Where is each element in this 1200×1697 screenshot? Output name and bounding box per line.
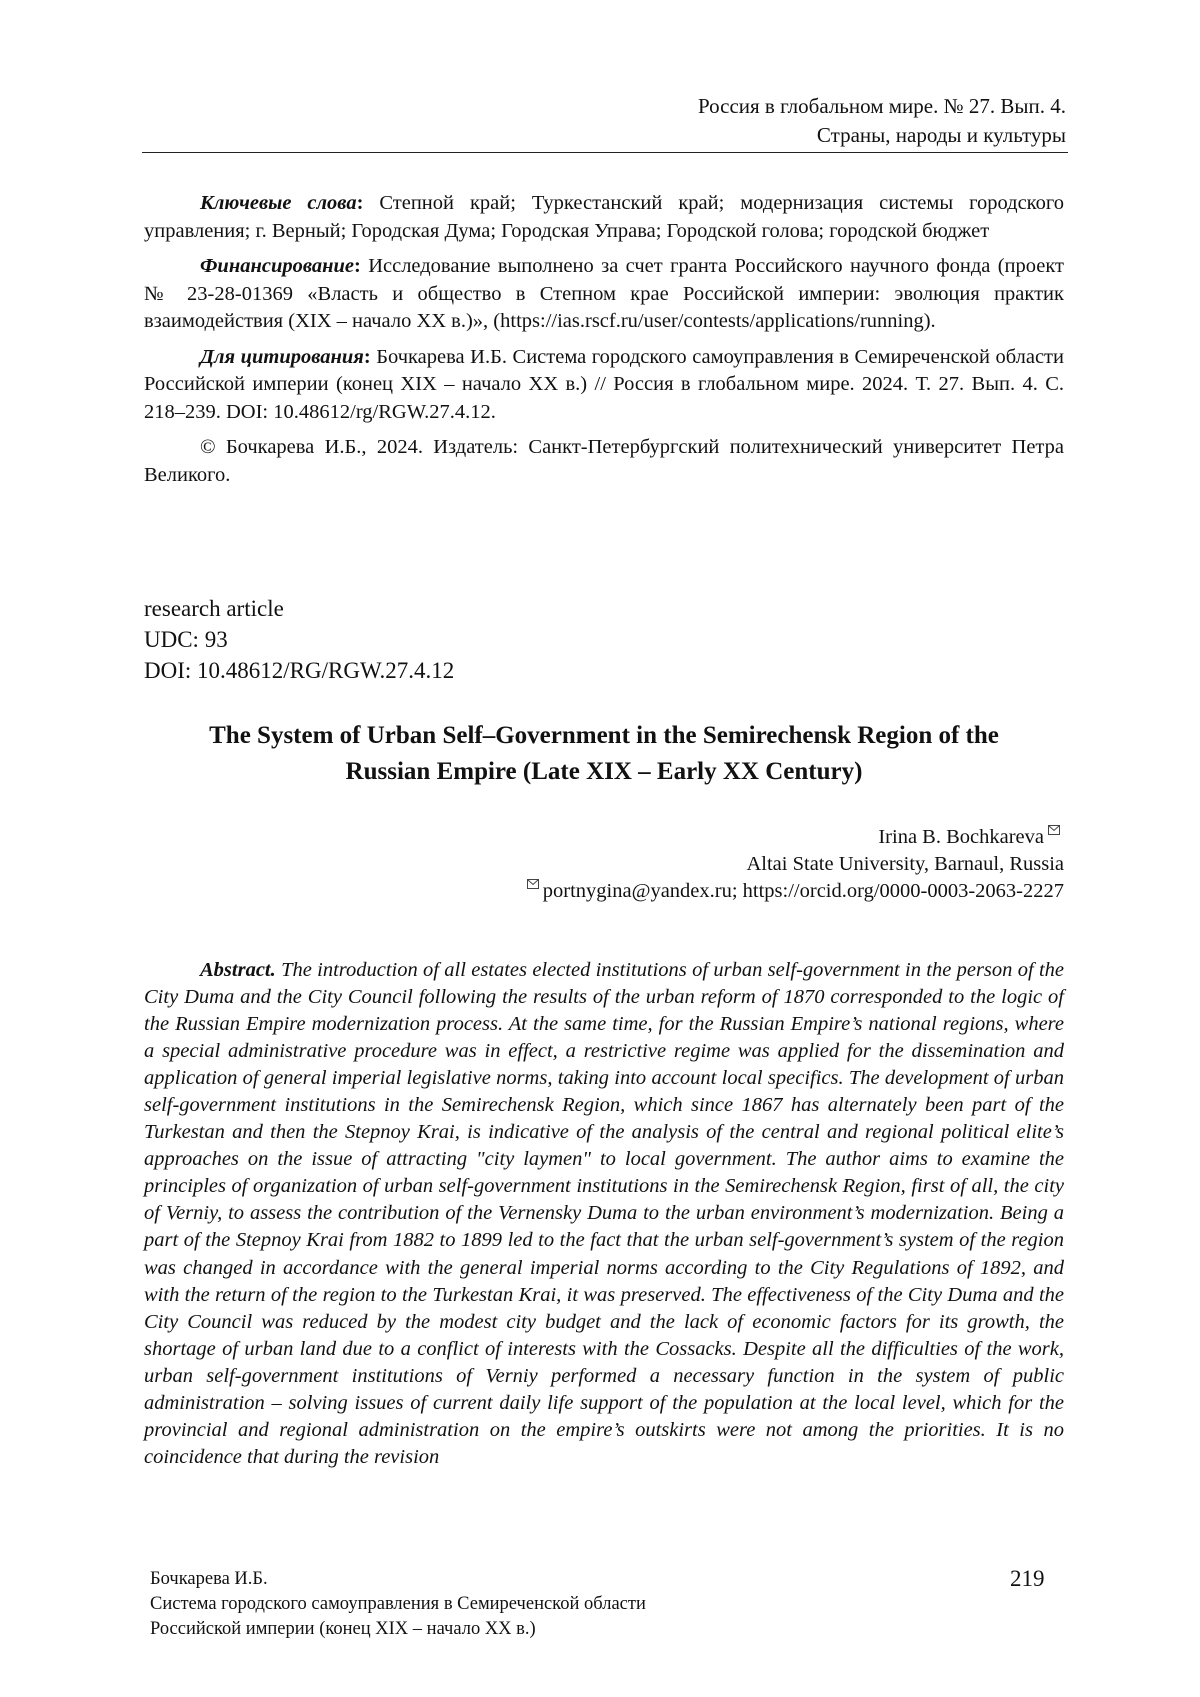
article-metadata bbox=[144, 593, 454, 686]
envelope-icon bbox=[527, 879, 539, 889]
citation-paragraph: Для цитирования: Бочкарева И.Б. Система городского самоуправления в Семиреченской области Российской империи (конец XIX – начало XX в.) // Россия в глобальном мире. 2024. Т. 27. Вып. 4. С. 218–239. DOI: 10.48612/rg/RGW.27.4.12. bbox=[144, 345, 1064, 423]
keywords-paragraph: Ключевые слова: Степной край; Туркестанский край; модернизация системы городского управления; г. Верный; Городская Дума; Городская Управа; Городской голова; городской бюджет bbox=[144, 192, 1064, 242]
funding-text: Исследование выполнено за счет гранта Российского научного фонда (проект № 23-28-01369 «Власть и общество в Степном крае Российской империи: эволюция практик взаимодействия (XIX – начало XX в.)», (https://ias.rscf.ru/user/contests/applications/running). bbox=[144, 255, 1064, 332]
article-type: research article bbox=[144, 596, 284, 621]
funding-paragraph: Финансирование: Исследование выполнено за счет гранта Российского научного фонда (проект № 23-28-01369 «Власть и общество в Степном крае Российской империи: эволюция практик взаимодействия (XIX – начало XX в.)», (https://ias.rscf.ru/user/contests/applications/running). bbox=[144, 255, 1064, 332]
author-line bbox=[144, 824, 1064, 851]
running-header bbox=[142, 92, 1066, 150]
citation-label: Для цитирования bbox=[200, 345, 364, 368]
funding-label: Финансирование bbox=[200, 255, 354, 277]
russian-metadata bbox=[144, 190, 1064, 497]
journal-section: Страны, народы и культуры bbox=[816, 123, 1066, 147]
envelope-icon bbox=[1048, 825, 1060, 835]
footer-title-line-2: Российской империи (конец XIX – начало XX в.) bbox=[150, 1619, 536, 1639]
abstract-paragraph bbox=[144, 957, 1064, 1472]
author-name: Irina B. Bochkareva bbox=[878, 826, 1044, 848]
footer-author: Бочкарева И.Б. bbox=[150, 1569, 268, 1589]
citation-text: Бочкарева И.Б. Система городского самоуправления в Семиреченской области Российской империи (конец XIX – начало XX в.) // Россия в глобальном мире. 2024. Т. 27. Вып. 4. С. 218–239. DOI: 10.48612/rg/RGW.27.4.12. bbox=[144, 345, 1064, 423]
article-udc: UDC: 93 bbox=[144, 627, 228, 652]
article-title bbox=[144, 718, 1064, 790]
keywords-text: Степной край; Туркестанский край; модернизация системы городского управления; г. Верный; Городская Дума; Городская Управа; Городской голова; городской бюджет bbox=[144, 192, 1064, 242]
footer-title-line-1: Система городского самоуправления в Семиреченской области bbox=[150, 1594, 646, 1614]
title-line-2: Russian Empire (Late XIX – Early XX Century) bbox=[345, 758, 863, 785]
author-contact: portnygina@yandex.ru; https://orcid.org/0000-0003-2063-2227 bbox=[542, 880, 1064, 902]
author-block bbox=[144, 824, 1064, 905]
header-divider bbox=[142, 152, 1068, 153]
keywords-label: Ключевые слова bbox=[200, 192, 357, 214]
page-footer bbox=[150, 1567, 646, 1642]
abstract-text: The introduction of all estates elected institutions of urban self-government in the person of the City Duma and the City Council following the results of the urban reform of 1870 corresponded to the logic of the Russian Empire modernization process. At the same time, for the Russian Empire’s national regions, where a special administrative procedure was in effect, a restrictive regime was applied for the dissemination and application of general imperial legislative norms, taking into account local specifics. The development of urban self-government institutions in the Semirechensk Region, which since 1867 has alternately been part of the Turkestan and then the Stepnoy Krai, is indicative of the analysis of the central and regional political elite’s approaches on the issue of attracting "city laymen" to local government. The author aims to examine the principles of organization of urban self-government institutions in the Semirechensk Region, first of all, the city of Verniy, to assess the contribution of the Vernensky Duma to the urban environment’s modernization. Being a part of the Stepnoy Krai from 1882 to 1899 led to the fact that the urban self-government’s system of the region was changed in accordance with the general imperial norms according to the City Regulations of 1892, and with the return of the region to the Turkestan Krai, it was preserved. The effectiveness of the City Duma and the City Council was reduced by the modest city budget and the lack of economic factors for its growth, the shortage of urban land due to a conflict of interests with the Cossacks. Despite all the difficulties of the work, urban self-government institutions of Verniy performed a necessary function in the system of public administration – solving issues of current daily life support of the population at the local level, which for the provincial and regional administration on the empire’s outskirts were not among the priorities. It is no coincidence that during the revision bbox=[144, 958, 1065, 1469]
title-line-1: The System of Urban Self–Government in the Semirechensk Region of the bbox=[209, 722, 999, 749]
contact-line bbox=[144, 878, 1064, 905]
article-doi: DOI: 10.48612/RG/RGW.27.4.12 bbox=[144, 658, 455, 683]
page-number: 219 bbox=[1010, 1566, 1045, 1591]
abstract-label: Abstract. bbox=[200, 958, 276, 981]
copyright-paragraph: © Бочкарева И.Б., 2024. Издатель: Санкт-Петербургский политехнический университет Петра Великого. bbox=[144, 436, 1064, 486]
journal-issue: Россия в глобальном мире. № 27. Вып. 4. bbox=[697, 94, 1066, 118]
author-affiliation: Altai State University, Barnaul, Russia bbox=[746, 853, 1064, 875]
